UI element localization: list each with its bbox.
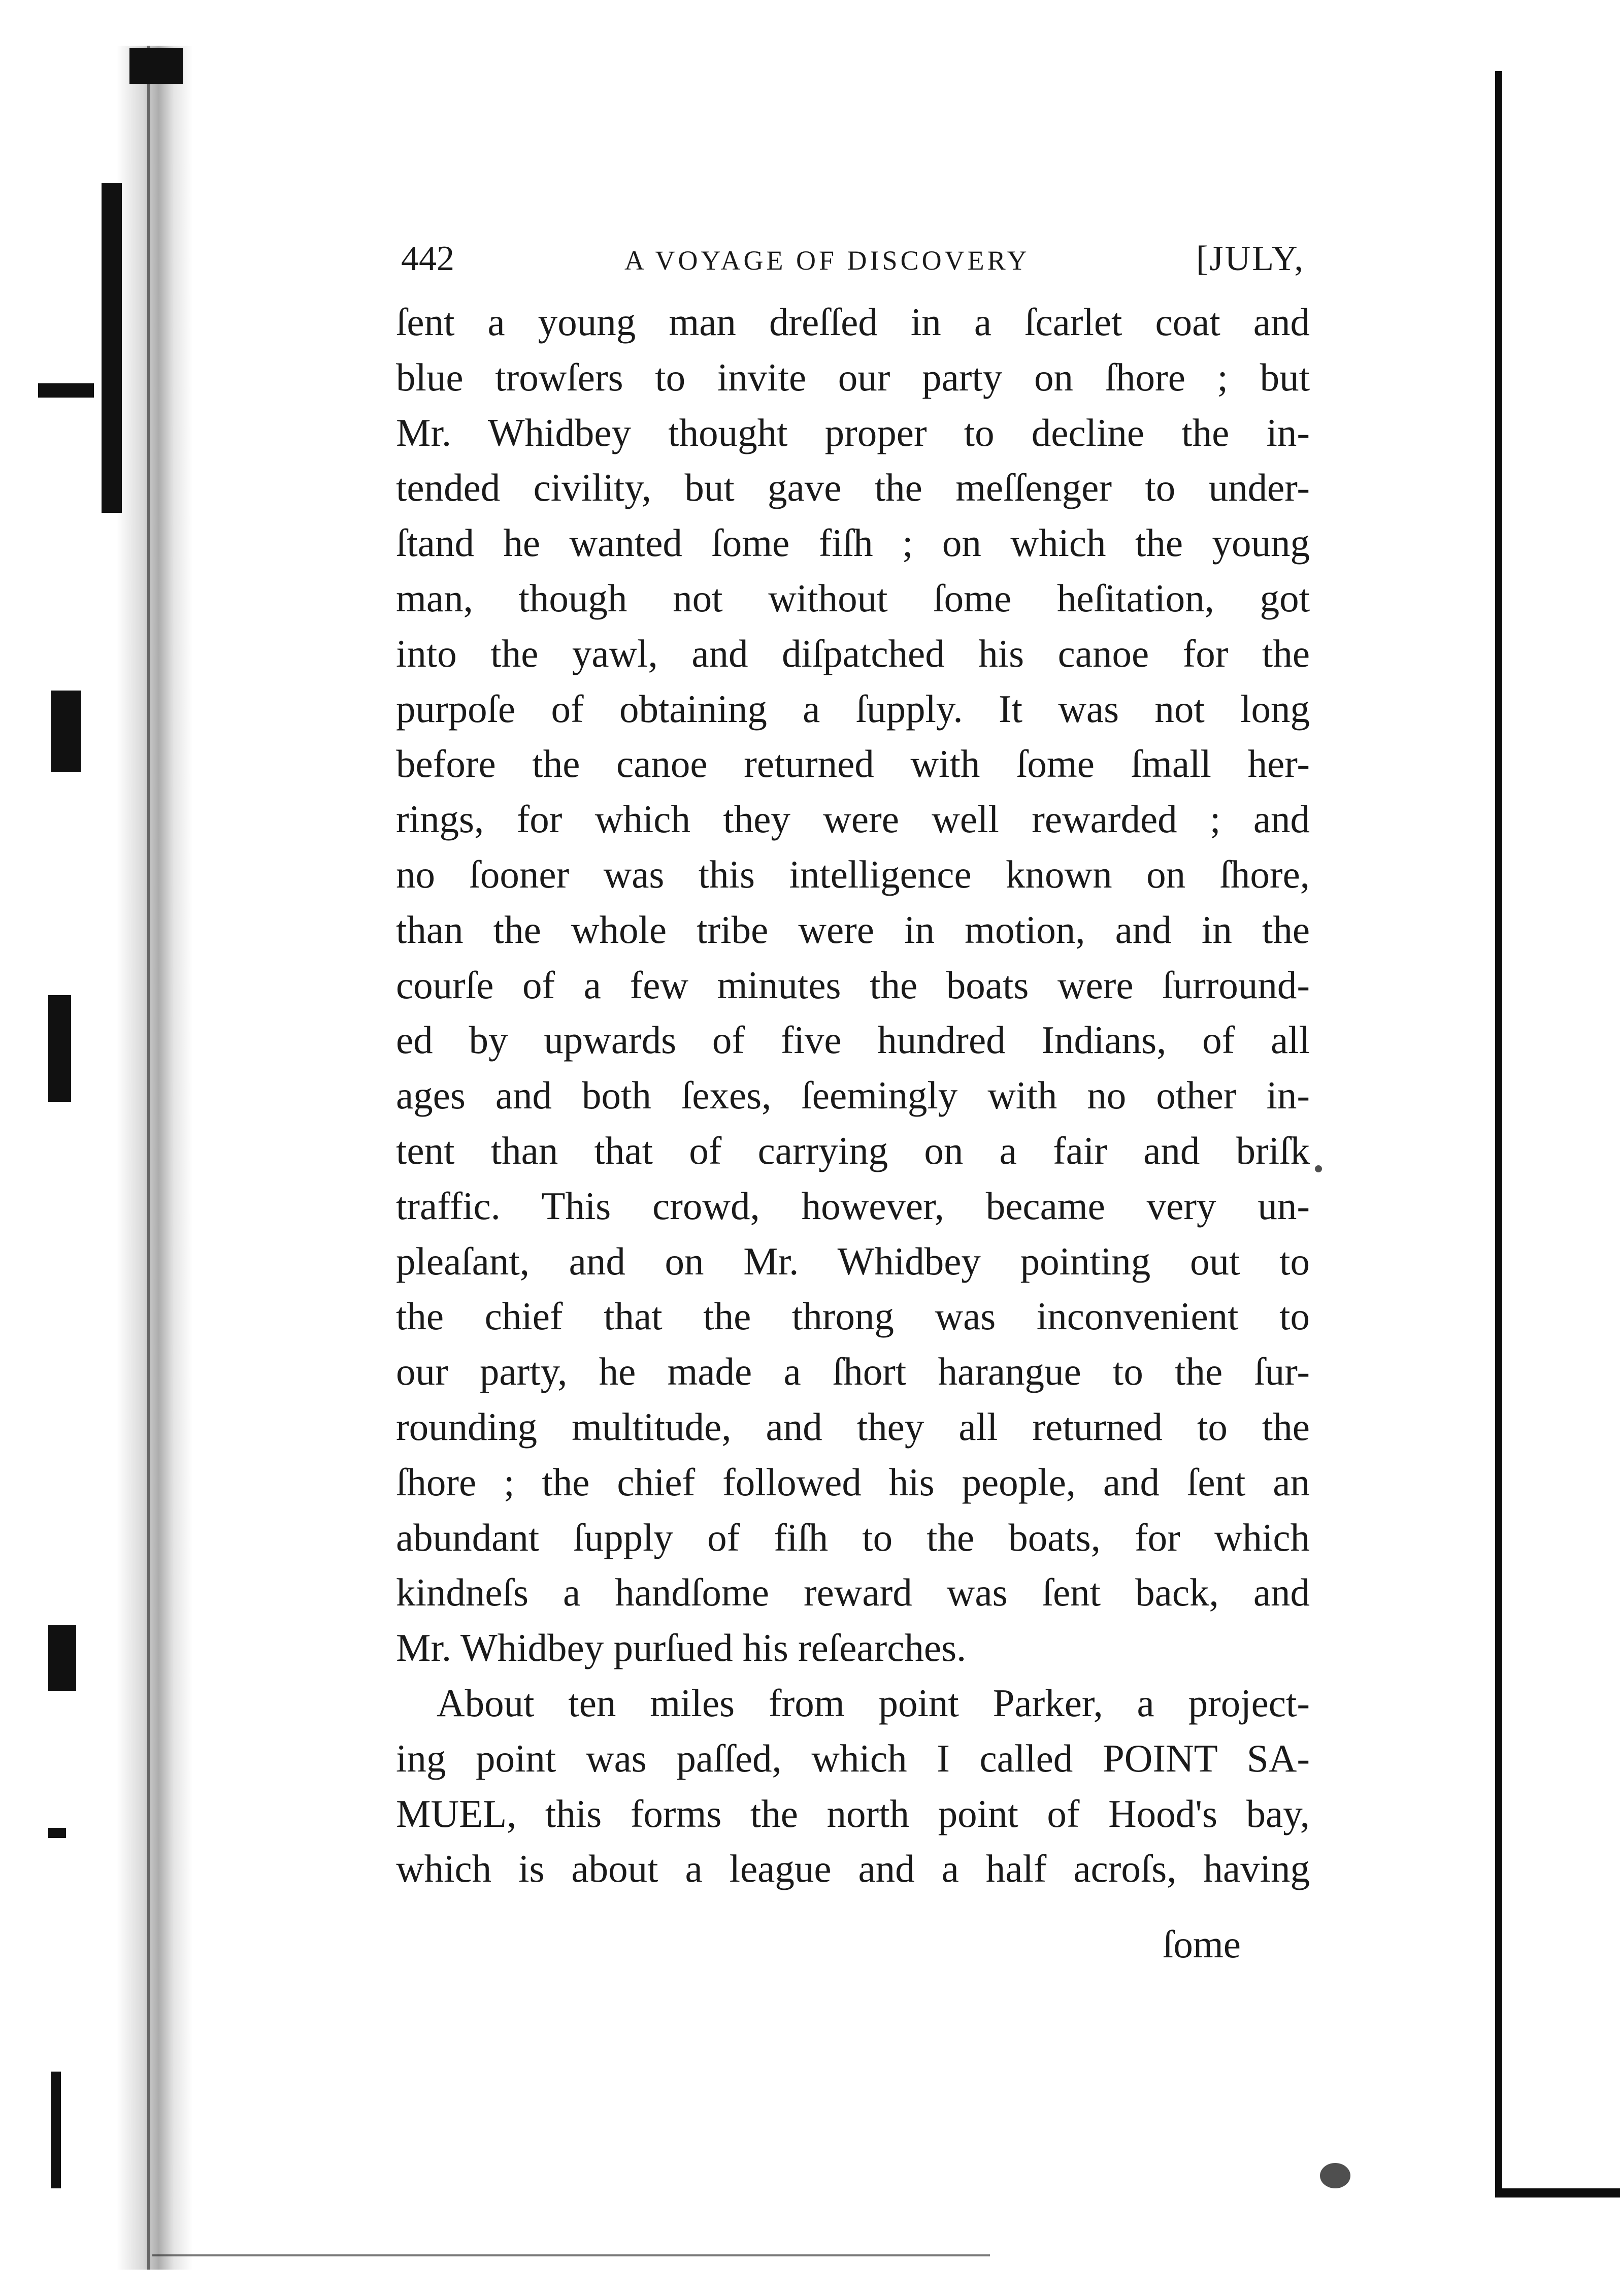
gutter-shadow bbox=[117, 46, 193, 2270]
text-line: pleaſant, and on Mr. Whidbey pointing out to bbox=[396, 1239, 1310, 1283]
text-line: tended civility, but gave the meſſenger to under- bbox=[396, 466, 1310, 510]
edge-mark-3 bbox=[38, 383, 94, 398]
text-line: blue trowſers to invite our party on ſhore ; but bbox=[396, 355, 1310, 399]
text-line: abundant ſupply of fiſh to the boats, for which bbox=[396, 1515, 1310, 1559]
edge-mark-6 bbox=[48, 1625, 76, 1691]
text-line: ſent a young man dreſſed in a ſcarlet coat and bbox=[396, 300, 1310, 344]
edge-mark-4 bbox=[51, 691, 81, 772]
edge-mark-1 bbox=[129, 48, 183, 84]
ink-smudge-bottom bbox=[1320, 2163, 1350, 2188]
running-head-title: A VOYAGE OF DISCOVERY bbox=[624, 245, 1030, 276]
catchword: ſome bbox=[1163, 1922, 1241, 1966]
gutter-line bbox=[147, 46, 150, 2270]
text-line: traffic. This crowd, however, became very un- bbox=[396, 1184, 1310, 1228]
text-line: before the canoe returned with ſome ſmall her- bbox=[396, 742, 1310, 786]
paragraph-last-line: Mr. Whidbey purſued his reſearches. bbox=[396, 1626, 967, 1670]
bottom-scan-line bbox=[152, 2254, 990, 2256]
edge-mark-8 bbox=[51, 2072, 61, 2188]
text-line: the chief that the throng was inconvenient to bbox=[396, 1294, 1310, 1338]
edge-mark-5 bbox=[48, 995, 71, 1102]
text-line: into the yawl, and diſpatched his canoe for the bbox=[396, 631, 1310, 675]
text-line: purpoſe of obtaining a ſupply. It was not long bbox=[396, 686, 1310, 731]
running-head bbox=[401, 236, 1305, 282]
right-page-border bbox=[1495, 71, 1502, 2193]
text-line: MUEL, this forms the north point of Hood's bay, bbox=[396, 1791, 1310, 1835]
text-line: ſtand he wanted ſome fiſh ; on which the young bbox=[396, 521, 1310, 565]
text-line: ed by upwards of five hundred Indians, of all bbox=[396, 1018, 1310, 1062]
text-line: kindneſs a handſome reward was ſent back, and bbox=[396, 1570, 1310, 1615]
edge-mark-2 bbox=[102, 183, 122, 513]
text-line: ages and both ſexes, ſeemingly with no other in- bbox=[396, 1073, 1310, 1118]
text-line: courſe of a few minutes the boats were ſurround- bbox=[396, 963, 1310, 1007]
text-line: Mr. Whidbey thought proper to decline the in- bbox=[396, 410, 1310, 454]
text-line: rounding multitude, and they all returned to the bbox=[396, 1404, 1310, 1449]
page-number: 442 bbox=[401, 239, 454, 278]
body-text bbox=[396, 294, 1310, 1896]
ink-smudge-right bbox=[1315, 1165, 1322, 1172]
text-line: rings, for which they were well rewarded ; and bbox=[396, 797, 1310, 841]
paragraph-first-line: About ten miles from point Parker, a project- bbox=[437, 1681, 1310, 1725]
text-line: tent than that of carrying on a fair and briſk bbox=[396, 1128, 1310, 1172]
text-line: ſhore ; the chief followed his people, and ſent an bbox=[396, 1460, 1310, 1504]
edge-mark-7 bbox=[48, 1828, 66, 1838]
text-line: no ſooner was this intelligence known on ſhore, bbox=[396, 852, 1310, 896]
running-head-month: [JULY, bbox=[1196, 239, 1305, 278]
right-page-border-foot bbox=[1495, 2188, 1620, 2197]
text-line: ing point was paſſed, which I called POINT SA- bbox=[396, 1736, 1310, 1780]
text-line: our party, he made a ſhort harangue to the ſur- bbox=[396, 1350, 1310, 1394]
text-line: than the whole tribe were in motion, and in the bbox=[396, 907, 1310, 952]
text-line: man, though not without ſome heſitation, got bbox=[396, 576, 1310, 620]
text-line: which is about a league and a half acroſs, having bbox=[396, 1847, 1310, 1891]
